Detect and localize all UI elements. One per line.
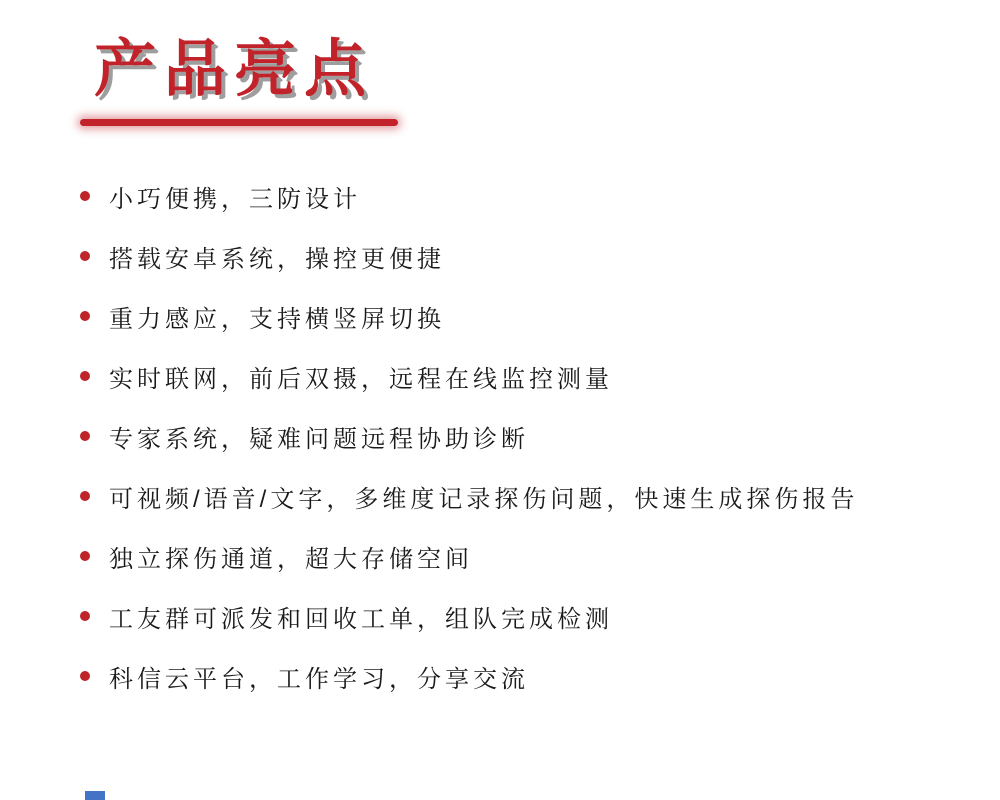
bullet-dot-icon xyxy=(80,671,90,681)
highlight-text: 工友群可派发和回收工单，组队完成检测 xyxy=(109,605,613,633)
list-item xyxy=(80,226,858,286)
highlight-text: 重力感应，支持横竖屏切换 xyxy=(109,305,445,333)
list-item xyxy=(80,586,858,646)
bullet-dot-icon xyxy=(80,371,90,381)
bullet-dot-icon xyxy=(80,251,90,261)
bullet-dot-icon xyxy=(80,311,90,321)
highlight-text: 可视频/语音/文字，多维度记录探伤问题，快速生成探伤报告 xyxy=(109,485,859,513)
bullet-dot-icon xyxy=(80,191,90,201)
highlights-list xyxy=(80,166,858,706)
bullet-dot-icon xyxy=(80,491,90,501)
highlight-text: 科信云平台，工作学习，分享交流 xyxy=(109,665,529,693)
list-item xyxy=(80,166,858,226)
list-item xyxy=(80,286,858,346)
list-item xyxy=(80,646,858,706)
highlight-text: 实时联网，前后双摄，远程在线监控测量 xyxy=(109,365,613,393)
highlight-text: 独立探伤通道，超大存储空间 xyxy=(109,545,473,573)
highlight-text: 专家系统，疑难问题远程协助诊断 xyxy=(109,425,529,453)
next-section-peek xyxy=(85,791,105,800)
list-item xyxy=(80,406,858,466)
list-item xyxy=(80,526,858,586)
list-item xyxy=(80,346,858,406)
bullet-dot-icon xyxy=(80,611,90,621)
highlight-text: 小巧便携，三防设计 xyxy=(109,185,361,213)
page-title: 产品亮点 xyxy=(94,35,375,104)
title-underline xyxy=(80,119,398,126)
list-item xyxy=(80,466,858,526)
bullet-dot-icon xyxy=(80,431,90,441)
highlight-text: 搭载安卓系统，操控更便捷 xyxy=(109,245,445,273)
section-header xyxy=(94,36,374,104)
bullet-dot-icon xyxy=(80,551,90,561)
